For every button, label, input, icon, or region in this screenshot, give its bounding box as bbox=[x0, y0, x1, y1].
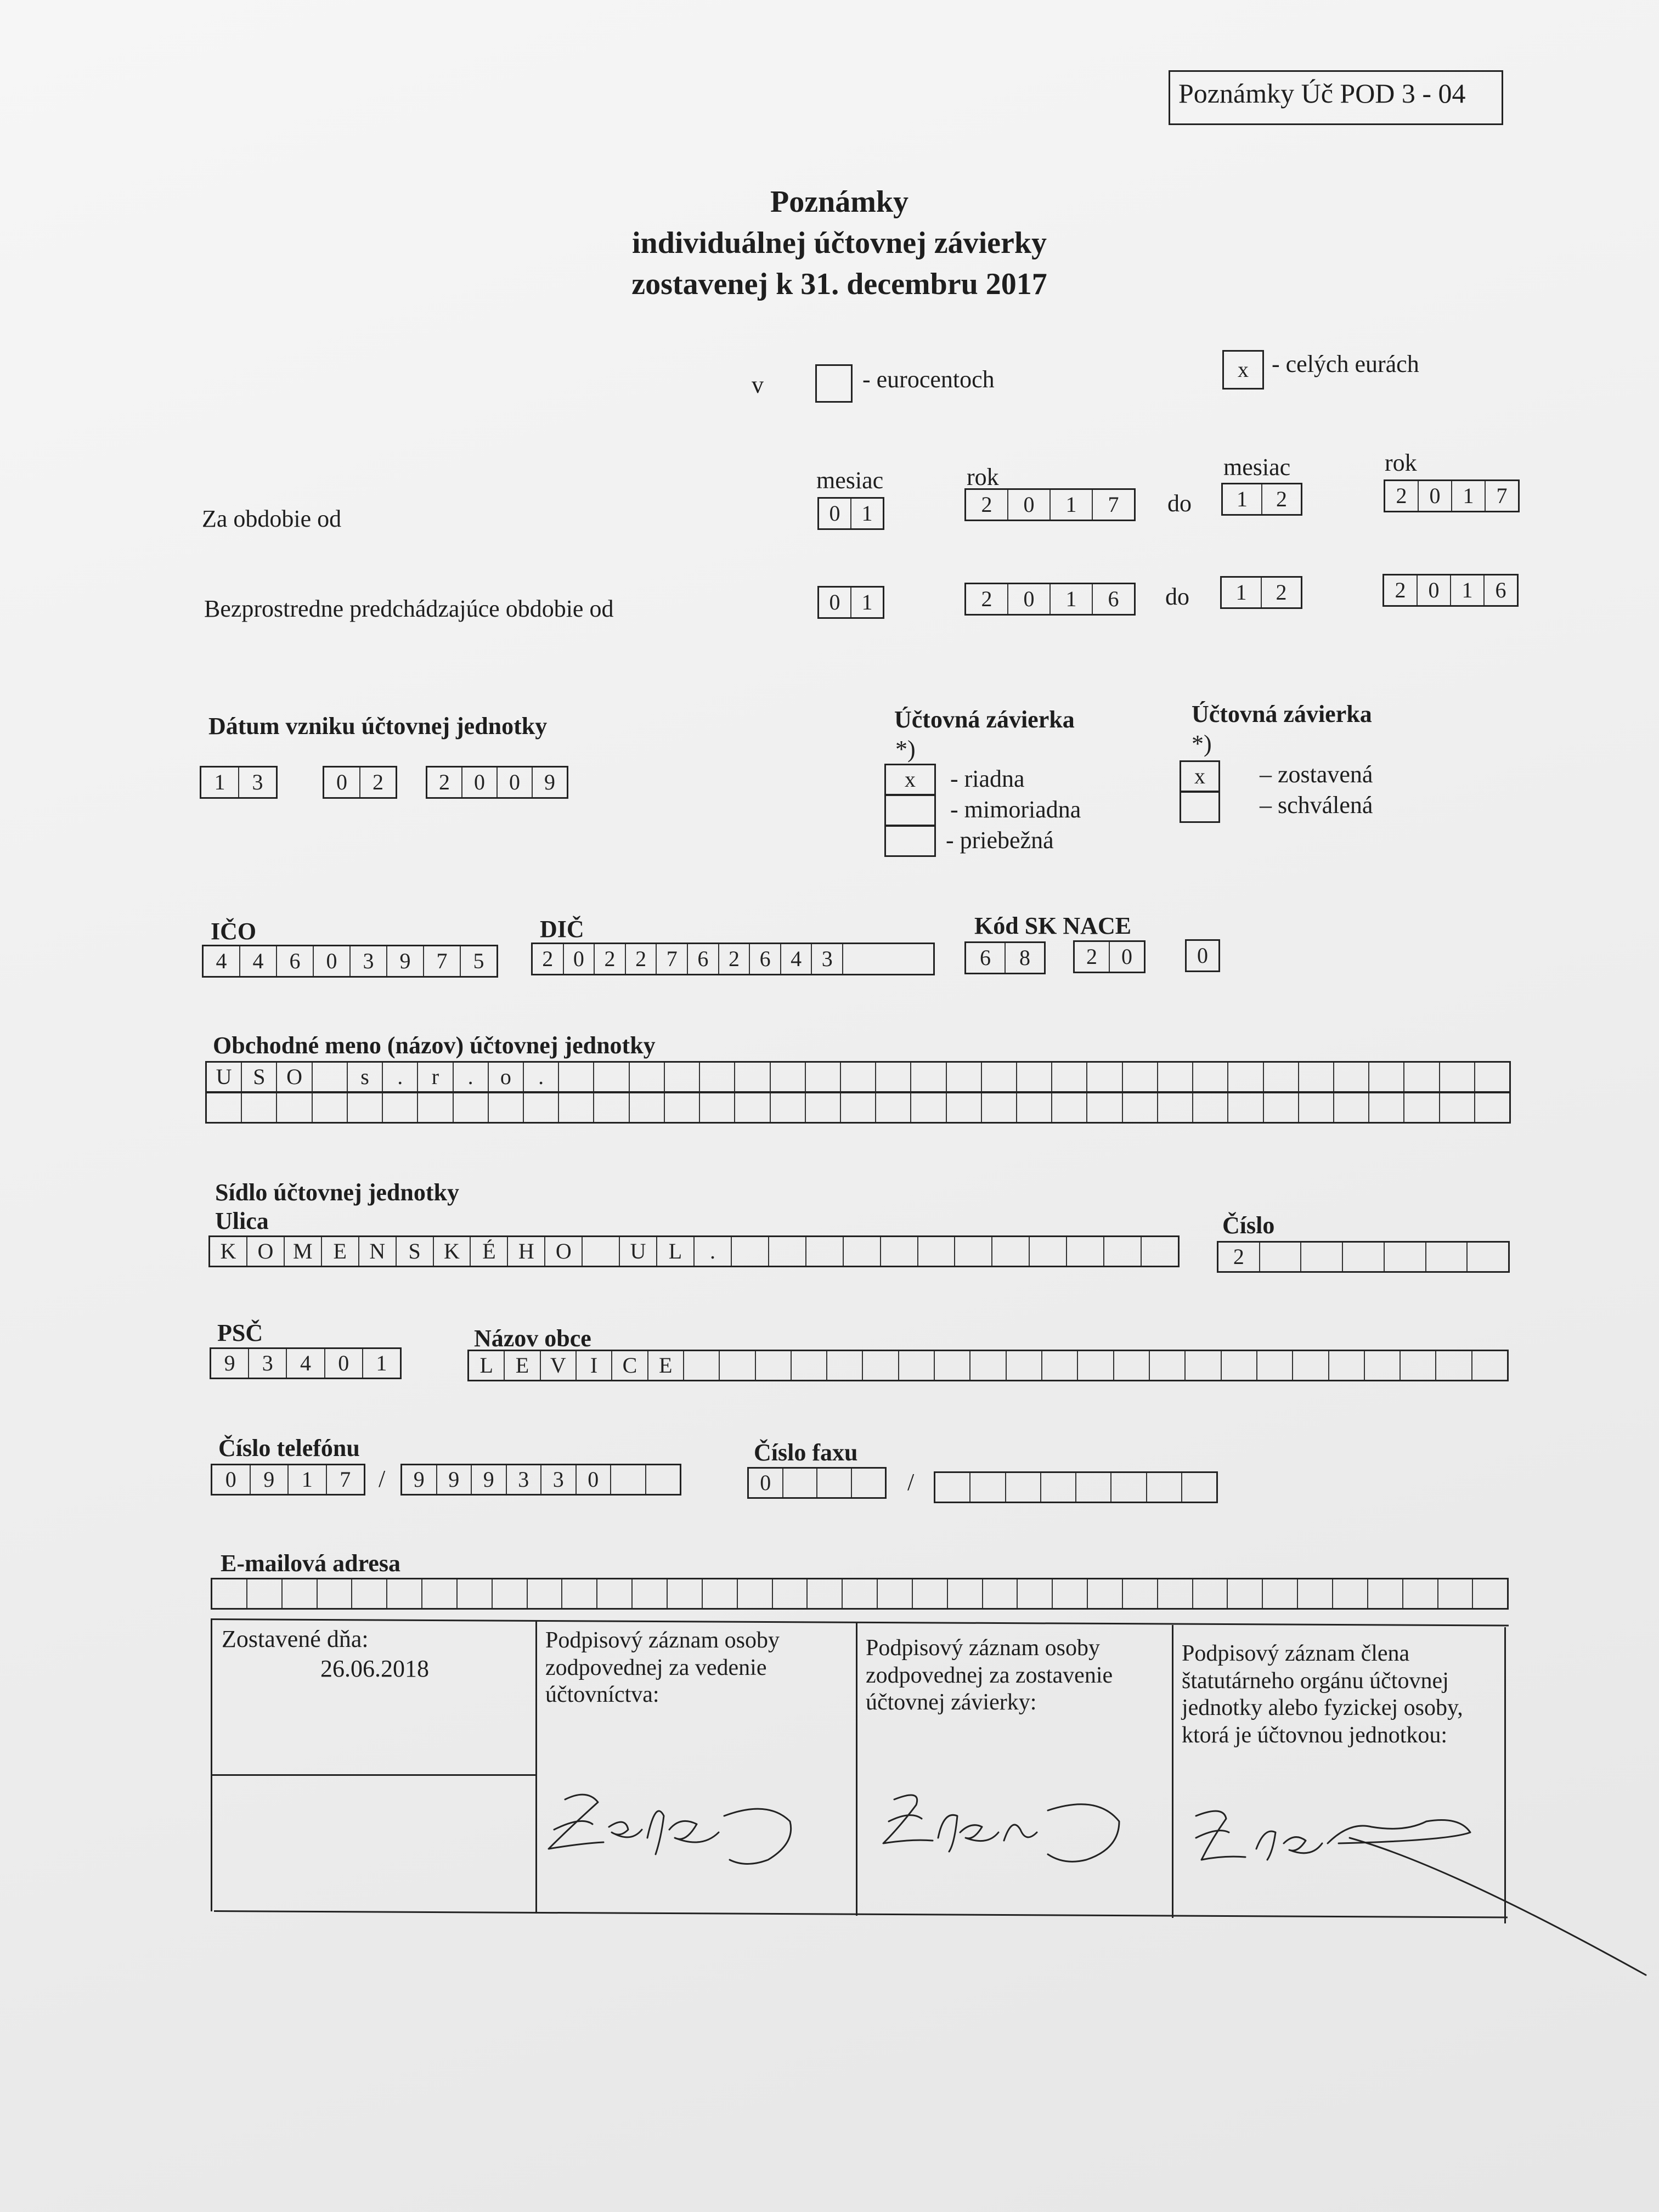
current-to-month[interactable]: 1 2 bbox=[1221, 483, 1302, 516]
char-cell[interactable]: 9 bbox=[402, 1465, 437, 1494]
char-cell[interactable] bbox=[1042, 1351, 1078, 1380]
char-cell[interactable] bbox=[562, 1579, 597, 1608]
char-cell[interactable] bbox=[318, 1579, 353, 1608]
char-cell[interactable] bbox=[1365, 1351, 1401, 1380]
current-to-year[interactable]: 2 0 1 7 bbox=[1384, 479, 1520, 512]
char-cell[interactable] bbox=[720, 1351, 755, 1380]
char-cell[interactable] bbox=[970, 1351, 1006, 1380]
ico-label: IČO bbox=[211, 918, 257, 945]
char-cell[interactable]: O bbox=[545, 1237, 583, 1266]
char-cell[interactable] bbox=[1385, 1243, 1426, 1271]
fax-slash: / bbox=[907, 1469, 915, 1496]
char-cell[interactable] bbox=[633, 1579, 668, 1608]
statement-state-zostavena-checkbox[interactable]: x bbox=[1180, 760, 1220, 792]
fax-label: Číslo faxu bbox=[754, 1439, 858, 1466]
char-cell[interactable] bbox=[948, 1579, 983, 1608]
char-cell[interactable] bbox=[418, 1093, 453, 1122]
char-cell[interactable] bbox=[756, 1351, 792, 1380]
char-cell[interactable] bbox=[841, 1063, 876, 1091]
char-cell[interactable]: I bbox=[577, 1351, 612, 1380]
char-cell[interactable]: . bbox=[454, 1063, 489, 1091]
page-title-line1: Poznámky bbox=[770, 185, 909, 219]
char-cell[interactable] bbox=[982, 1063, 1017, 1091]
char-cell[interactable]: L bbox=[469, 1351, 505, 1380]
char-cell[interactable]: s bbox=[348, 1063, 383, 1091]
char-cell[interactable] bbox=[808, 1579, 843, 1608]
char-cell[interactable]: U bbox=[620, 1237, 657, 1266]
char-cell[interactable] bbox=[738, 1579, 773, 1608]
char-cell[interactable] bbox=[881, 1237, 918, 1266]
char-cell[interactable]: 0 bbox=[325, 1349, 363, 1378]
char-cell[interactable] bbox=[1158, 1579, 1193, 1608]
char-cell[interactable] bbox=[1123, 1093, 1158, 1122]
char-cell[interactable] bbox=[277, 1093, 312, 1122]
char-cell[interactable] bbox=[454, 1093, 489, 1122]
char-cell[interactable] bbox=[1404, 1063, 1440, 1091]
email-field[interactable] bbox=[211, 1578, 1509, 1610]
label-year-1: rok bbox=[967, 464, 999, 490]
char-cell[interactable]: É bbox=[471, 1237, 508, 1266]
char-cell[interactable] bbox=[1007, 1351, 1042, 1380]
company-label: Obchodné meno (názov) účtovnej jednotky bbox=[213, 1032, 656, 1059]
char-cell[interactable] bbox=[1368, 1579, 1403, 1608]
label-month-1: mesiac bbox=[816, 467, 884, 494]
char-cell[interactable]: E bbox=[648, 1351, 684, 1380]
char-cell[interactable]: N bbox=[359, 1237, 397, 1266]
signature-3 bbox=[1174, 1788, 1657, 1997]
char-cell[interactable] bbox=[1018, 1579, 1053, 1608]
char-cell[interactable] bbox=[876, 1093, 911, 1122]
char-cell[interactable] bbox=[684, 1351, 720, 1380]
label-month-2: mesiac bbox=[1223, 454, 1291, 481]
char-cell[interactable]: 1 bbox=[376, 1351, 387, 1375]
char-cell[interactable]: 0 bbox=[749, 1469, 783, 1497]
current-from-month[interactable]: 0 1 bbox=[817, 497, 884, 530]
form-code: Poznámky Úč POD 3 - 04 bbox=[1178, 78, 1466, 109]
char-cell[interactable] bbox=[1078, 1351, 1114, 1380]
statement-type-title: Účtovná závierka bbox=[894, 706, 1075, 733]
eurocent-label: - eurocentoch bbox=[862, 366, 995, 393]
char-cell[interactable] bbox=[1158, 1063, 1193, 1091]
char-cell[interactable] bbox=[792, 1351, 827, 1380]
char-cell[interactable]: r bbox=[418, 1063, 453, 1091]
char-cell[interactable] bbox=[935, 1473, 970, 1502]
char-cell[interactable] bbox=[212, 1579, 247, 1608]
statement-type-mimoriadna-label: - mimoriadna bbox=[950, 796, 1081, 823]
char-cell[interactable]: C bbox=[612, 1351, 648, 1380]
char-cell[interactable] bbox=[594, 1093, 629, 1122]
char-cell[interactable] bbox=[817, 1469, 852, 1497]
eurocent-checkbox[interactable] bbox=[815, 364, 853, 403]
address-label: Sídlo účtovnej jednotky bbox=[215, 1179, 459, 1206]
char-cell[interactable]: H bbox=[508, 1237, 545, 1266]
current-do-label: do bbox=[1167, 490, 1192, 517]
char-cell[interactable]: E bbox=[322, 1237, 359, 1266]
previous-to-year[interactable]: 2 0 1 6 bbox=[1383, 574, 1519, 607]
char-cell[interactable] bbox=[911, 1063, 946, 1091]
signature-1 bbox=[538, 1778, 856, 1909]
char-cell[interactable] bbox=[1473, 1579, 1507, 1608]
char-cell[interactable] bbox=[1260, 1243, 1302, 1271]
nace-field-1[interactable]: 6 8 bbox=[964, 941, 1046, 974]
statement-type-riadna-label: - riadna bbox=[950, 765, 1025, 792]
char-cell[interactable] bbox=[242, 1093, 277, 1122]
fax-number-field[interactable] bbox=[934, 1471, 1218, 1503]
char-cell[interactable] bbox=[1436, 1351, 1472, 1380]
sig-col3-label: Podpisový záznam osoby zodpovednej za zostavenie účtovnej závierky: bbox=[866, 1635, 1113, 1716]
char-cell[interactable] bbox=[878, 1579, 913, 1608]
char-cell[interactable]: O bbox=[247, 1237, 285, 1266]
char-cell[interactable] bbox=[1186, 1351, 1221, 1380]
char-cell[interactable] bbox=[773, 1579, 808, 1608]
char-cell[interactable]: L bbox=[657, 1237, 695, 1266]
char-cell[interactable] bbox=[1334, 1093, 1369, 1122]
char-cell[interactable] bbox=[1041, 1473, 1076, 1502]
char-cell[interactable] bbox=[1052, 1063, 1087, 1091]
char-cell[interactable] bbox=[1222, 1351, 1257, 1380]
char-cell[interactable] bbox=[383, 1093, 418, 1122]
previous-to-month[interactable]: 1 2 bbox=[1220, 576, 1302, 609]
char-cell[interactable] bbox=[911, 1093, 946, 1122]
char-cell[interactable] bbox=[783, 1469, 818, 1497]
char-cell[interactable] bbox=[1369, 1093, 1404, 1122]
statement-state-schvalena-checkbox[interactable] bbox=[1180, 791, 1220, 823]
char-cell[interactable] bbox=[1299, 1063, 1334, 1091]
char-cell[interactable] bbox=[918, 1237, 956, 1266]
sig-table-top bbox=[211, 1618, 1509, 1627]
statement-state-note: *) bbox=[1192, 730, 1212, 757]
char-cell[interactable] bbox=[583, 1237, 620, 1266]
char-cell[interactable] bbox=[207, 1093, 242, 1122]
char-cell[interactable] bbox=[611, 1465, 646, 1494]
char-cell[interactable] bbox=[352, 1579, 387, 1608]
char-cell[interactable] bbox=[1334, 1063, 1369, 1091]
street-label: Ulica bbox=[215, 1207, 269, 1234]
char-cell[interactable] bbox=[1017, 1063, 1052, 1091]
char-cell[interactable] bbox=[771, 1093, 806, 1122]
char-cell[interactable] bbox=[594, 1063, 629, 1091]
char-cell[interactable] bbox=[1006, 1473, 1041, 1502]
char-cell[interactable] bbox=[935, 1351, 970, 1380]
char-cell[interactable] bbox=[1087, 1093, 1122, 1122]
char-cell[interactable] bbox=[1343, 1243, 1385, 1271]
previous-period-label: Bezprostredne predchádzajúce obdobie od bbox=[204, 595, 614, 622]
char-cell[interactable] bbox=[876, 1063, 911, 1091]
char-cell[interactable] bbox=[1257, 1351, 1293, 1380]
current-from-year[interactable]: 2 0 1 7 bbox=[964, 488, 1136, 521]
char-cell[interactable] bbox=[1193, 1093, 1228, 1122]
char-cell[interactable] bbox=[1298, 1579, 1333, 1608]
char-cell[interactable] bbox=[806, 1063, 841, 1091]
char-cell[interactable] bbox=[1329, 1351, 1365, 1380]
whole-euro-label: - celých eurách bbox=[1272, 351, 1419, 377]
char-cell[interactable] bbox=[630, 1063, 665, 1091]
nace-field-2[interactable]: 2 0 bbox=[1073, 940, 1146, 973]
char-cell[interactable] bbox=[841, 1093, 876, 1122]
char-cell[interactable] bbox=[1150, 1351, 1186, 1380]
char-cell[interactable]: 4 bbox=[287, 1349, 325, 1378]
char-cell[interactable] bbox=[1440, 1063, 1475, 1091]
phone-prefix-field[interactable] bbox=[211, 1464, 365, 1496]
char-cell[interactable]: 9 bbox=[251, 1465, 289, 1494]
char-cell[interactable] bbox=[597, 1579, 633, 1608]
dic-field[interactable]: 2 0 2 2 7 6 2 6 4 3 bbox=[531, 943, 935, 975]
sig-date-divider bbox=[212, 1774, 537, 1776]
founding-label: Dátum vzniku účtovnej jednotky bbox=[208, 713, 548, 740]
char-cell[interactable] bbox=[735, 1093, 770, 1122]
char-cell[interactable] bbox=[992, 1237, 1030, 1266]
sig-table-col1 bbox=[535, 1621, 537, 1914]
char-cell[interactable] bbox=[559, 1093, 594, 1122]
page-title-line3: zostavenej k 31. decembru 2017 bbox=[631, 267, 1047, 301]
char-cell[interactable] bbox=[1264, 1093, 1299, 1122]
char-cell[interactable] bbox=[313, 1093, 348, 1122]
sig-col4-label: Podpisový záznam člena štatutárneho orgánu účtovnej jednotky alebo fyzickej osoby, ktorá je účtovnou jednotkou: bbox=[1182, 1641, 1463, 1748]
char-cell[interactable]: 9 bbox=[211, 1349, 249, 1378]
previous-from-month[interactable]: 0 1 bbox=[817, 586, 884, 619]
char-cell[interactable]: O bbox=[277, 1063, 312, 1091]
current-period-label: Za obdobie od bbox=[202, 505, 342, 532]
date-value: 26.06.2018 bbox=[320, 1655, 429, 1682]
char-cell[interactable] bbox=[1401, 1351, 1436, 1380]
char-cell[interactable] bbox=[899, 1351, 935, 1380]
char-cell[interactable] bbox=[1111, 1473, 1147, 1502]
char-cell[interactable] bbox=[528, 1579, 563, 1608]
char-cell[interactable] bbox=[668, 1579, 703, 1608]
char-cell[interactable]: 7 bbox=[340, 1467, 351, 1492]
char-cell[interactable] bbox=[1369, 1063, 1404, 1091]
char-cell[interactable] bbox=[1426, 1243, 1468, 1271]
char-cell[interactable]: 3 bbox=[249, 1349, 287, 1378]
char-cell[interactable] bbox=[1472, 1351, 1507, 1380]
char-cell[interactable]: S bbox=[397, 1237, 434, 1266]
char-cell[interactable] bbox=[983, 1579, 1018, 1608]
char-cell[interactable]: 0 bbox=[212, 1465, 251, 1494]
previous-from-year[interactable]: 2 0 1 6 bbox=[964, 583, 1136, 616]
statement-state-title: Účtovná závierka bbox=[1192, 701, 1372, 727]
char-cell[interactable] bbox=[1440, 1093, 1475, 1122]
char-cell[interactable]: K bbox=[434, 1237, 471, 1266]
char-cell[interactable]: . bbox=[524, 1063, 559, 1091]
company-name-row2[interactable] bbox=[205, 1092, 1511, 1124]
psc-label: PSČ bbox=[217, 1319, 263, 1346]
char-cell[interactable] bbox=[646, 1465, 680, 1494]
char-cell[interactable] bbox=[493, 1579, 528, 1608]
char-cell[interactable] bbox=[1475, 1093, 1509, 1122]
char-cell[interactable] bbox=[735, 1063, 770, 1091]
char-cell[interactable] bbox=[1264, 1063, 1299, 1091]
char-cell[interactable] bbox=[852, 1469, 885, 1497]
char-cell[interactable] bbox=[1053, 1579, 1088, 1608]
sig-table-col2 bbox=[856, 1623, 857, 1916]
company-name-row1[interactable] bbox=[205, 1061, 1511, 1093]
char-cell[interactable]: 9 bbox=[437, 1465, 472, 1494]
char-cell[interactable] bbox=[947, 1093, 982, 1122]
char-cell[interactable] bbox=[665, 1063, 700, 1091]
char-cell[interactable]: 2 bbox=[1218, 1243, 1260, 1271]
dic-label: DIČ bbox=[540, 916, 584, 943]
char-cell[interactable] bbox=[458, 1579, 493, 1608]
char-cell[interactable] bbox=[1076, 1473, 1111, 1502]
whole-euro-checkbox[interactable]: x bbox=[1222, 350, 1264, 390]
char-cell[interactable] bbox=[970, 1473, 1006, 1502]
char-cell[interactable] bbox=[732, 1237, 769, 1266]
statement-type-priebezna-checkbox[interactable] bbox=[884, 825, 936, 857]
char-cell[interactable] bbox=[1158, 1093, 1193, 1122]
statement-type-mimoriadna-checkbox[interactable] bbox=[884, 794, 936, 826]
char-cell[interactable]: . bbox=[383, 1063, 418, 1091]
char-cell[interactable] bbox=[422, 1579, 458, 1608]
street-number-field[interactable] bbox=[1217, 1241, 1510, 1273]
units-prefix: v bbox=[752, 371, 764, 398]
char-cell[interactable] bbox=[1193, 1579, 1228, 1608]
char-cell[interactable] bbox=[1404, 1093, 1440, 1122]
char-cell[interactable] bbox=[771, 1063, 806, 1091]
sig-table-col3 bbox=[1172, 1625, 1173, 1918]
char-cell[interactable] bbox=[559, 1063, 594, 1091]
char-cell[interactable] bbox=[1123, 1063, 1158, 1091]
page-title-line2: individuálnej účtovnej závierky bbox=[631, 226, 1047, 260]
char-cell[interactable] bbox=[247, 1579, 283, 1608]
char-cell[interactable]: o bbox=[489, 1063, 524, 1091]
date-label: Zostavené dňa: bbox=[222, 1626, 369, 1652]
char-cell[interactable] bbox=[1193, 1063, 1228, 1091]
char-cell[interactable] bbox=[489, 1093, 524, 1122]
char-cell[interactable] bbox=[827, 1351, 863, 1380]
founding-day[interactable]: 1 3 bbox=[200, 766, 278, 799]
char-cell[interactable] bbox=[1142, 1237, 1178, 1266]
char-cell[interactable] bbox=[524, 1093, 559, 1122]
statement-state-schvalena-label: – schválená bbox=[1260, 792, 1373, 819]
fax-prefix-field[interactable] bbox=[747, 1467, 887, 1499]
char-cell[interactable] bbox=[955, 1237, 992, 1266]
char-cell[interactable] bbox=[1475, 1063, 1509, 1091]
char-cell[interactable] bbox=[1228, 1579, 1263, 1608]
char-cell[interactable] bbox=[843, 1579, 878, 1608]
statement-type-priebezna-label: - priebežná bbox=[946, 827, 1054, 854]
char-cell[interactable] bbox=[1301, 1243, 1343, 1271]
statement-state-zostavena-label: – zostavená bbox=[1260, 761, 1373, 788]
char-cell[interactable] bbox=[1228, 1093, 1263, 1122]
char-cell[interactable] bbox=[700, 1093, 735, 1122]
char-cell[interactable] bbox=[1403, 1579, 1438, 1608]
nace-label: Kód SK NACE bbox=[974, 912, 1132, 939]
char-cell[interactable] bbox=[982, 1093, 1017, 1122]
char-cell[interactable] bbox=[1052, 1093, 1087, 1122]
char-cell[interactable]: 3 bbox=[507, 1465, 542, 1494]
sig-table-col0 bbox=[211, 1618, 212, 1911]
street-field[interactable] bbox=[208, 1235, 1180, 1267]
founding-month[interactable]: 0 2 bbox=[323, 766, 397, 799]
char-cell[interactable] bbox=[1030, 1237, 1067, 1266]
char-cell[interactable]: . bbox=[695, 1237, 732, 1266]
char-cell[interactable] bbox=[947, 1063, 982, 1091]
char-cell[interactable] bbox=[1114, 1351, 1150, 1380]
char-cell[interactable] bbox=[1438, 1579, 1474, 1608]
char-cell[interactable] bbox=[1182, 1473, 1216, 1502]
char-cell[interactable] bbox=[703, 1579, 738, 1608]
char-cell[interactable]: 0 bbox=[577, 1465, 612, 1494]
char-cell[interactable] bbox=[665, 1093, 700, 1122]
char-cell[interactable]: 9 bbox=[472, 1465, 507, 1494]
char-cell[interactable] bbox=[1263, 1579, 1298, 1608]
char-cell[interactable]: E bbox=[505, 1351, 540, 1380]
char-cell[interactable] bbox=[1333, 1579, 1368, 1608]
sig-col2-label: Podpisový záznam osoby zodpovednej za vedenie účtovníctva: bbox=[545, 1628, 780, 1708]
char-cell[interactable] bbox=[806, 1237, 844, 1266]
statement-type-note: *) bbox=[895, 736, 916, 763]
char-cell[interactable] bbox=[844, 1237, 881, 1266]
char-cell[interactable] bbox=[913, 1579, 948, 1608]
char-cell[interactable] bbox=[1293, 1351, 1329, 1380]
label-year-2: rok bbox=[1385, 449, 1417, 476]
founding-year[interactable]: 2 0 0 9 bbox=[426, 766, 568, 799]
ico-field[interactable]: 4 4 6 0 3 9 7 5 bbox=[202, 945, 498, 978]
char-cell[interactable]: 3 bbox=[541, 1465, 577, 1494]
char-cell[interactable] bbox=[769, 1237, 806, 1266]
char-cell[interactable] bbox=[1468, 1243, 1508, 1271]
phone-label: Číslo telefónu bbox=[218, 1435, 360, 1462]
char-cell[interactable] bbox=[348, 1093, 383, 1122]
phone-number-field[interactable] bbox=[400, 1464, 681, 1496]
signature-2 bbox=[861, 1778, 1169, 1904]
char-cell[interactable] bbox=[1087, 1063, 1122, 1091]
char-cell[interactable]: S bbox=[242, 1063, 277, 1091]
number-label: Číslo bbox=[1222, 1212, 1275, 1239]
psc-field[interactable] bbox=[210, 1347, 402, 1379]
char-cell[interactable] bbox=[283, 1579, 318, 1608]
char-cell[interactable]: K bbox=[210, 1237, 247, 1266]
char-cell[interactable] bbox=[313, 1063, 348, 1091]
char-cell[interactable] bbox=[700, 1063, 735, 1091]
char-cell[interactable] bbox=[1123, 1579, 1158, 1608]
char-cell[interactable] bbox=[806, 1093, 841, 1122]
char-cell[interactable]: M bbox=[285, 1237, 322, 1266]
email-label: E-mailová adresa bbox=[221, 1550, 400, 1577]
char-cell[interactable] bbox=[630, 1093, 665, 1122]
char-cell[interactable]: U bbox=[207, 1063, 242, 1091]
char-cell[interactable] bbox=[1228, 1063, 1263, 1091]
char-cell[interactable] bbox=[387, 1579, 422, 1608]
city-field[interactable] bbox=[467, 1350, 1509, 1381]
char-cell[interactable] bbox=[1147, 1473, 1182, 1502]
char-cell[interactable]: 1 bbox=[289, 1465, 327, 1494]
previous-do-label: do bbox=[1165, 583, 1189, 610]
char-cell[interactable] bbox=[1017, 1093, 1052, 1122]
char-cell[interactable]: V bbox=[541, 1351, 577, 1380]
statement-type-riadna-checkbox[interactable]: x bbox=[884, 764, 936, 795]
char-cell[interactable] bbox=[1299, 1093, 1334, 1122]
char-cell[interactable] bbox=[1104, 1237, 1142, 1266]
char-cell[interactable] bbox=[1088, 1579, 1123, 1608]
phone-slash: / bbox=[379, 1465, 386, 1492]
city-label: Názov obce bbox=[474, 1325, 591, 1352]
char-cell[interactable] bbox=[863, 1351, 899, 1380]
char-cell[interactable] bbox=[1067, 1237, 1104, 1266]
nace-field-3[interactable]: 0 bbox=[1185, 939, 1220, 972]
